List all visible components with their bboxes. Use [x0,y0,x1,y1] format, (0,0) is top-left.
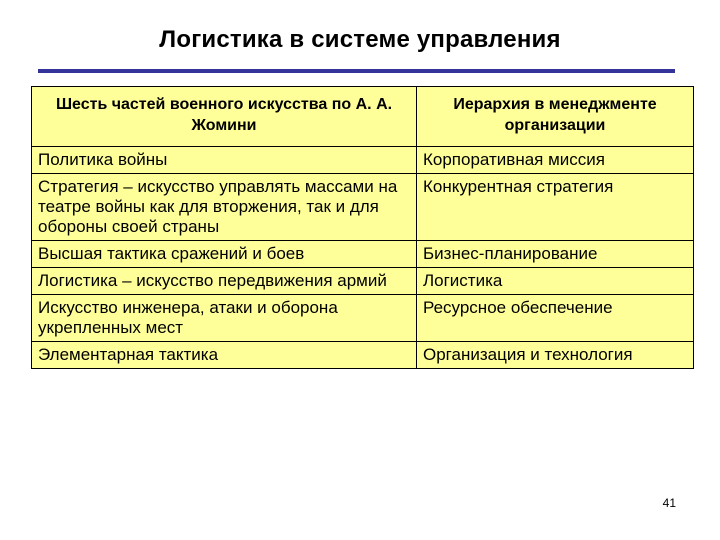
table-cell-management: Конкурентная стратегия [417,174,694,241]
table-cell-management: Бизнес-планирование [417,241,694,268]
title-divider [38,69,675,73]
table-row [32,268,694,295]
comparison-table [31,86,694,369]
table-row [32,174,694,241]
table-cell-military: Логистика – искусство передвижения армий [32,268,417,295]
page-title: Логистика в системе управления [159,26,561,53]
table-cell-management: Организация и технология [417,342,694,369]
table-row [32,295,694,342]
table-cell-management: Ресурсное обеспечение [417,295,694,342]
column-header-military-art: Шесть частей военного искусства по А. А. Жомини [32,87,417,147]
table-cell-military: Искусство инженера, атаки и оборона укрепленных мест [32,295,417,342]
table-header-row [32,87,694,147]
table-row [32,241,694,268]
table-cell-military: Стратегия – искусство управлять массами на театре войны как для вторжения, так и для обороны своей страны [32,174,417,241]
table-cell-military: Элементарная тактика [32,342,417,369]
table-row [32,342,694,369]
table-row [32,147,694,174]
column-header-management-hierarchy: Иерархия в менеджменте организации [417,87,694,147]
page-number: 41 [662,496,676,510]
table-cell-management: Логистика [417,268,694,295]
table-cell-management: Корпоративная миссия [417,147,694,174]
table-cell-military: Политика войны [32,147,417,174]
table-cell-military: Высшая тактика сражений и боев [32,241,417,268]
